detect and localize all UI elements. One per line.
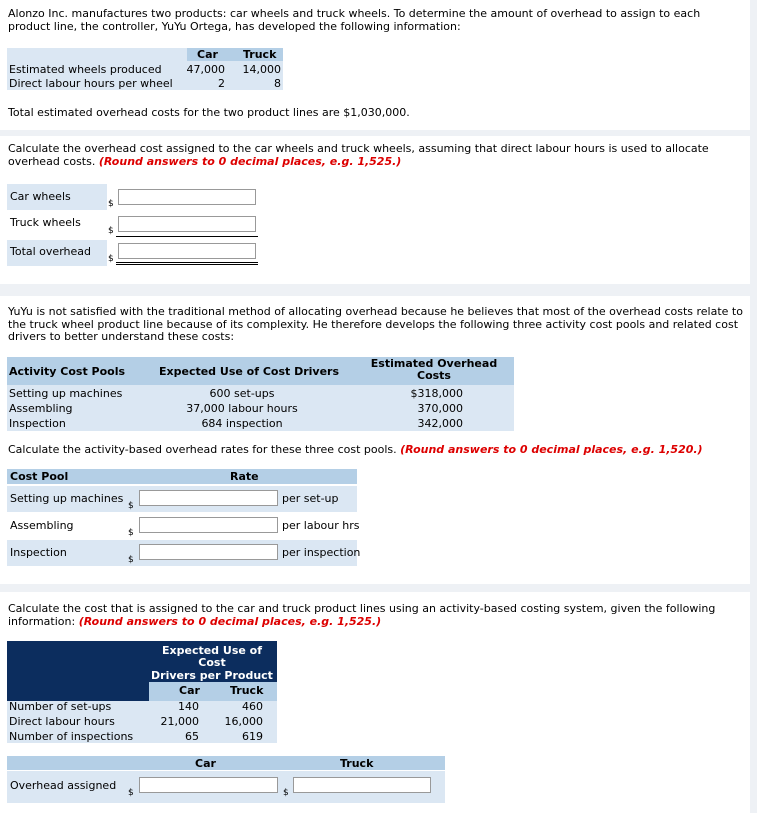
overhead-assigned-label: Overhead assigned bbox=[10, 779, 117, 792]
activity-table bbox=[7, 357, 514, 431]
currency-symbol: $ bbox=[108, 226, 114, 236]
rate-label: Inspection bbox=[10, 546, 67, 559]
activity-row-cost: 342,000 bbox=[417, 417, 463, 430]
answer-header-car: Car bbox=[195, 757, 216, 770]
assembling-rate-input[interactable] bbox=[139, 517, 278, 533]
driver-row-label: Number of inspections bbox=[9, 730, 134, 743]
driver-row-car: 21,000 bbox=[160, 715, 199, 728]
driver-header-car: Car bbox=[179, 684, 200, 697]
rate-unit: per set-up bbox=[282, 492, 339, 505]
activity-row-pool: Assembling bbox=[9, 402, 73, 415]
rate-unit: per inspection bbox=[282, 546, 361, 559]
intro-row-label: Estimated wheels produced bbox=[9, 63, 162, 76]
driver-row-label: Number of set-ups bbox=[9, 700, 112, 713]
activity-row-use: 37,000 labour hours bbox=[186, 402, 298, 415]
part2-question-text: Calculate the activity-based overhead rates for these three cost pools. bbox=[8, 443, 397, 456]
intro-header-car: Car bbox=[197, 48, 218, 61]
currency-symbol: $ bbox=[283, 788, 289, 798]
intro-row-label: Direct labour hours per wheel bbox=[9, 77, 173, 90]
part2-round-note: (Round answers to 0 decimal places, e.g. 1,520.) bbox=[400, 443, 703, 456]
driver-title-line2: Cost bbox=[198, 656, 226, 669]
activity-row-pool: Setting up machines bbox=[9, 387, 123, 400]
driver-title-line1: Expected Use of bbox=[162, 644, 262, 657]
rate-header-pool: Cost Pool bbox=[10, 470, 69, 483]
part3-panel bbox=[0, 592, 750, 813]
currency-symbol: $ bbox=[108, 254, 114, 264]
intro-row-truck: 14,000 bbox=[242, 63, 281, 76]
driver-row-truck: 460 bbox=[242, 700, 263, 713]
part1-round-note: (Round answers to 0 decimal places, e.g. 1,525.) bbox=[98, 154, 402, 168]
currency-symbol: $ bbox=[128, 501, 134, 511]
activity-row-use: 684 inspection bbox=[201, 417, 283, 430]
activity-header-use: Expected Use of Cost Drivers bbox=[159, 365, 340, 378]
intro-panel bbox=[0, 0, 750, 130]
part3-question bbox=[8, 603, 743, 628]
intro-table bbox=[7, 48, 283, 90]
activity-header-pool: Activity Cost Pools bbox=[9, 365, 126, 378]
intro-header-truck: Truck bbox=[243, 48, 277, 61]
intro-row-car: 47,000 bbox=[186, 63, 225, 76]
driver-row-car: 140 bbox=[178, 700, 199, 713]
driver-row-label: Direct labour hours bbox=[9, 715, 115, 728]
currency-symbol: $ bbox=[128, 788, 134, 798]
currency-symbol: $ bbox=[128, 555, 134, 565]
answer-header-bg bbox=[7, 756, 445, 770]
part1-question-text: Calculate the overhead cost assigned to the car wheels and truck wheels, assuming that direct labour hours is used to allocate overhead costs. bbox=[8, 142, 709, 168]
driver-row-truck: 619 bbox=[242, 730, 263, 743]
rate-header-rate: Rate bbox=[230, 470, 259, 483]
truck-overhead-input[interactable] bbox=[293, 777, 431, 793]
part2-intro: YuYu is not satisfied with the traditional method of allocating overhead because he believes that most of the overhead costs relate to the truck wheel product line because of its complexity. He therefore develops the following three activity cost pools and related cost drivers to better understand these costs: bbox=[8, 305, 743, 343]
part1-question bbox=[8, 143, 743, 168]
total-overhead-input[interactable] bbox=[118, 243, 256, 259]
part1-panel bbox=[0, 136, 750, 284]
inspection-rate-input[interactable] bbox=[139, 544, 278, 560]
currency-symbol: $ bbox=[108, 199, 114, 209]
intro-row-car: 2 bbox=[218, 77, 225, 90]
part1-label-truck: Truck wheels bbox=[10, 216, 81, 229]
rate-label: Setting up machines bbox=[10, 492, 124, 505]
intro-total-text: Total estimated overhead costs for the two product lines are $1,030,000. bbox=[8, 106, 410, 119]
activity-row-cost: 370,000 bbox=[417, 402, 463, 415]
rate-label: Assembling bbox=[10, 519, 74, 532]
intro-text: Alonzo Inc. manufactures two products: car wheels and truck wheels. To determine the amount of overhead to assign to each product line, the controller, YuYu Ortega, has developed the following information: bbox=[8, 7, 701, 33]
part2-panel bbox=[0, 296, 750, 584]
driver-row-truck: 16,000 bbox=[224, 715, 263, 728]
driver-row-car: 65 bbox=[185, 730, 199, 743]
part1-label-total: Total overhead bbox=[10, 245, 91, 258]
activity-row-cost: $318,000 bbox=[410, 387, 463, 400]
part2-question bbox=[8, 443, 703, 456]
subtotal-line bbox=[116, 236, 258, 237]
driver-title-line3: Drivers per Product bbox=[151, 669, 273, 682]
activity-row-use: 600 set-ups bbox=[209, 387, 275, 400]
currency-symbol: $ bbox=[128, 528, 134, 538]
car-wheels-input[interactable] bbox=[118, 189, 256, 205]
activity-header-cost: Estimated Overhead Costs bbox=[370, 357, 498, 382]
setup-rate-input[interactable] bbox=[139, 490, 278, 506]
part3-question-text: Calculate the cost that is assigned to the car and truck product lines using an activity-based costing system, given the following information: bbox=[8, 602, 716, 628]
driver-table bbox=[7, 641, 277, 743]
truck-wheels-input[interactable] bbox=[118, 216, 256, 232]
answer-header-truck: Truck bbox=[340, 757, 374, 770]
total-double-line bbox=[116, 262, 258, 265]
activity-row-pool: Inspection bbox=[9, 417, 66, 430]
driver-header-truck: Truck bbox=[230, 684, 264, 697]
car-overhead-input[interactable] bbox=[139, 777, 278, 793]
rate-unit: per labour hrs bbox=[282, 519, 360, 532]
intro-row-truck: 8 bbox=[274, 77, 281, 90]
part1-label-car: Car wheels bbox=[10, 190, 71, 203]
part3-round-note: (Round answers to 0 decimal places, e.g. 1,525.) bbox=[78, 614, 382, 628]
